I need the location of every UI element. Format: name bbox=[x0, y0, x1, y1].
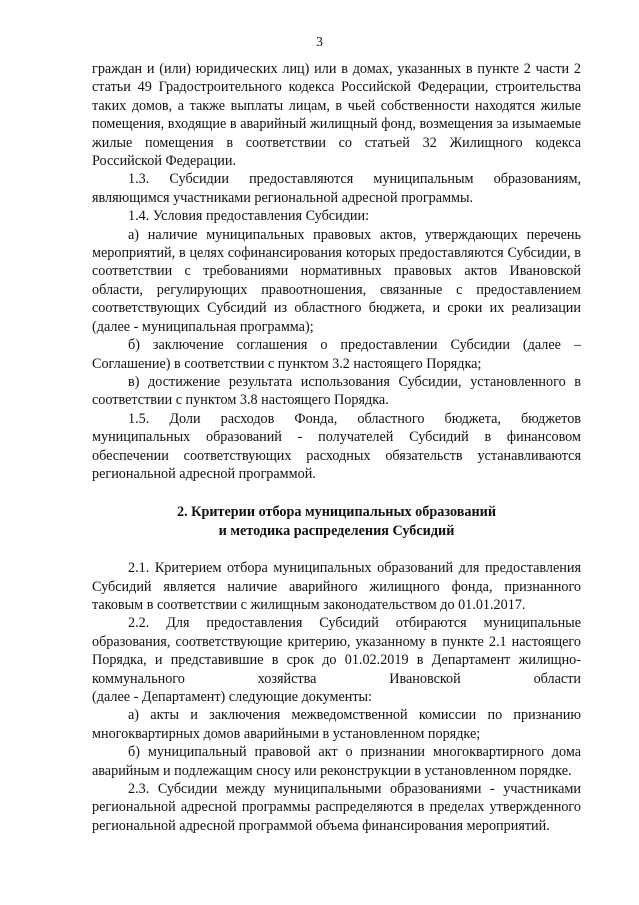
paragraph-2-2: 2.2. Для предоставления Субсидий отбираются муниципальные образования, соответствующие критерию, указанному в пункте 2.1 настоящего Порядка, и представившие в срок до 01.02.2019 в Департамент жилищно-коммунального хозяйства Ивановской области bbox=[92, 615, 581, 687]
section-2-heading-line-1: 2. Критерии отбора муниципальных образований bbox=[176, 504, 496, 521]
section-2-heading bbox=[92, 503, 581, 540]
document-item-a: а) акты и заключения межведомственной комиссии по признанию многоквартирных домов аварийными в установленном порядке; bbox=[92, 707, 581, 742]
condition-item-a: а) наличие муниципальных правовых актов, утверждающих перечень мероприятий, в целях софинансирования которых предоставляются Субсидии, в соответствии с требованиями нормативных правовых актов Ивановской области, регулирующих правоотношения, связанные с предоставлением соответствующих Субсидий из областного бюджета, и сроки их реализации (далее - муниципальная программа); bbox=[92, 226, 581, 335]
section-2-heading-line-2: и методика распределения Субсидий bbox=[218, 522, 455, 539]
paragraph-2-2-continuation: (далее - Департамент) следующие документы: bbox=[92, 689, 373, 705]
document-body bbox=[92, 60, 581, 835]
paragraph-2-1: 2.1. Критерием отбора муниципальных образований для предоставления Субсидий является наличие аварийного жилищного фонда, признанного таковым в соответствии с жилищным законодательством до 01.01.2017. bbox=[92, 560, 581, 613]
paragraph-2-3: 2.3. Субсидии между муниципальными образованиями - участниками региональной адресной программы распределяются в пределах утвержденного региональной адресной программой объема финансирования мероприятий. bbox=[92, 781, 581, 834]
page-number: 3 bbox=[316, 34, 323, 49]
paragraph-1-5: 1.5. Доли расходов Фонда, областного бюджета, бюджетов муниципальных образований - получателей Субсидий в финансовом обеспечении соответствующих расходных обязательств устанавливаются региональной адресной программой. bbox=[92, 410, 581, 482]
document-item-b: б) муниципальный правовой акт о признании многоквартирного дома аварийным и подлежащим сносу или реконструкции в установленном порядке. bbox=[92, 744, 581, 779]
condition-item-v: в) достижение результата использования Субсидии, установленного в соответствии с пунктом 3.8 настоящего Порядка. bbox=[92, 373, 581, 409]
paragraph-continuation: граждан и (или) юридических лиц) или в домах, указанных в пункте 2 части 2 статьи 49 Градостроительного кодекса Российской Федерации, строительства таких домов, а также выплаты лицам, в чьей собственности находятся жилые помещения, входящие в аварийный жилищный фонд, возмещения за изымаемые жилые помещения в соответствии со статьей 32 Жилищного кодекса Российской Федерации. bbox=[92, 61, 581, 170]
paragraph-1-4: 1.4. Условия предоставления Субсидии: bbox=[128, 208, 370, 225]
paragraph-1-3: 1.3. Субсидии предоставляются муниципальным образованиям, являющимся участниками региональной адресной программы. bbox=[92, 171, 581, 206]
condition-item-b: б) заключение соглашения о предоставлении Субсидии (далее – Соглашение) в соответствии с пунктом 3.2 настоящего Порядка; bbox=[92, 337, 581, 372]
